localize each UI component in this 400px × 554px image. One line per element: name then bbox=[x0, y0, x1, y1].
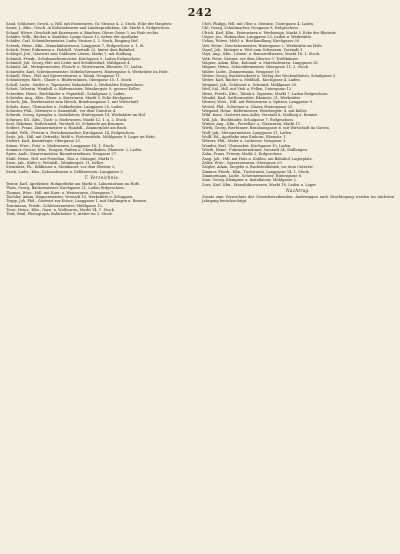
directory-entry: Weber, Georg, Buchdruckerei u. Verlag des Wochenblattes, Schulgasse 5. bbox=[202, 74, 337, 79]
directory-entry: Schwarz, Ed., Kfm., Tuch- u. Modewaren, Markt 12, 1. u. 2. Stock. bbox=[6, 117, 128, 122]
directory-entry: Schröder, Aug., Kfm., Eisen- u. Kurzwaren, Markt 5, Ecke Kirchgasse. bbox=[6, 95, 134, 100]
directory-entry: Scholl, Ludw., Sattler u. Tapezierer, Bahnhofstr. 3, Werkstätte Erdgeschoss. bbox=[6, 82, 145, 87]
directory-entry: Schlegel, Joh., Gastwirt zum Goldenen Löwen, Markt 1, mit Stallung. bbox=[6, 52, 133, 57]
left-column bbox=[6, 22, 198, 548]
directory-entry: Veit, Heinr., Drechslermeister, Hintergasse 2, Werkstätte im Hofe. bbox=[202, 43, 323, 48]
directory-entry: Schmidt, Joh. Georg, Hdl. mit Leder und Schuhbedarf, Mühlgasse 4. bbox=[6, 61, 131, 66]
directory-entry: Schäfer, Wilh., Bäcker u. Konditor, Lange Gasse 12, neben der Apotheke. bbox=[6, 35, 140, 40]
right-entries-b bbox=[202, 195, 394, 204]
left-entries-b bbox=[6, 182, 198, 217]
directory-entry: Sand, Schlosser, Gesch. u. Hdl. mit Eisenwaren, Gr. Strasse 4, 2. Stock, Ecke der Hauptstr. bbox=[6, 22, 173, 26]
directory-entry: Weigand, Jak., Schlosser u. Schmied, Mühlgasse 20. bbox=[202, 82, 298, 87]
directory-entry: Sommer, Gustav, Kfm., Drogen, Farben u. Chemikalien, Rheinstr. 2, Laden. bbox=[6, 147, 143, 152]
right-section-heading: Nachtrag. bbox=[285, 188, 311, 194]
directory-entry: Wunder, Karl, Uhrmacher, Kirchgasse 10, Laden. bbox=[202, 143, 292, 148]
directory-entry: Urban, Witwe, Mehl- u. Brothandlung, Kirchgasse 30. bbox=[202, 39, 301, 44]
directory-entry: Schenk, Heinr., Kfm., Manufakturwaren, Langgasse 7, Erdgeschoss u. 1. St. bbox=[6, 43, 145, 48]
directory-entry: Seibert, Franz, Zimmermeister u. Holzhdl., Zimmerplatz am Bach. bbox=[6, 126, 128, 131]
directory-entry: Schick, Peter, Fuhrmann u. Holzhdl., Vorstadt 22, hinter dem Bahnhof. bbox=[6, 48, 136, 53]
directory-entry: Zorn, Karl, Kfm., Manufakturwaren, Markt 18, Laden u. Lager. bbox=[202, 182, 317, 187]
directory-entry: Schuch, Jak., Bierbrauerei zum Hirsch, Brauhausgasse 1, mit Wirtschaft. bbox=[6, 100, 140, 105]
directory-entry: Sauer, J., Kfm., Gesch. in Kolonialwaren und Landesprodukten, Ob. Markt 8, Erdgeschoss. bbox=[6, 26, 171, 31]
directory-entry: Weil, Sal., Hdl. mit Vieh u. Fellen, Untergasse 12. bbox=[202, 87, 293, 92]
directory-entry: Steinmetz, Ph., Bildhauer u. Steinhauer, vor dem Obertor 2. bbox=[6, 165, 116, 170]
directory-entry: Seel, Nikolaus, Hufschmied, Vorstadt 30, Schmiede am Brunnen. bbox=[6, 121, 125, 126]
directory-entry: Schreiber, Heinr., Buchbinder u. Papierhdl., Schulgasse 2, Laden. bbox=[6, 91, 126, 96]
directory-entry: Wetzel, Phil., Schreiner u. Glaser, Hintergasse 25. bbox=[202, 104, 294, 109]
directory-entry: Würth, Heinr., Fuhrunternehmer, Vorstadt 34, Stallungen. bbox=[202, 147, 308, 152]
directory-entry: Schäfer, Carl, Schneidermeister, Ludw. Strasse 5, 2. Stock, Eingang Hof. bbox=[6, 39, 139, 44]
directory-entry: Schuster, Phil., Gärtnerei u. Samenhdl., vor dem Untertor 4. bbox=[6, 108, 117, 113]
directory-entry: Uhl, Georg, Schuhmacher, Neugasse 8, Erdgeschoss. bbox=[202, 26, 300, 31]
directory-entry: Textor, Karl, Apotheker, Hofapotheke am Markt 6, Laboratorium im Hofe. bbox=[6, 182, 141, 187]
directory-entry: Thomas, Wwe., Hdl. mit Kurz- u. Weisswaren, Obergasse 7. bbox=[6, 190, 115, 195]
directory-entry: Ziegler, Adam, Ziegelei u. Backsteinfabrik, vor dem Untertor. bbox=[202, 165, 314, 170]
directory-entry: Schulz, Konr., Uhrmacher u. Goldarbeiter, Langgasse 20, Laden. bbox=[6, 104, 124, 109]
directory-entry: Zinn, Georg, Klempner u. Installateur, Mühlgasse 2. bbox=[202, 178, 297, 183]
directory-entry: Winter, Aug., Kfm., Porzellan- u. Glaswaren, Markt 11. bbox=[202, 121, 302, 126]
directory-entry: Unger, Jos., Hutmacher, Langgasse 25, Laden u. Werkstätte. bbox=[202, 35, 313, 40]
directory-entry: Volk, Peter, Gärtner, vor dem Obertor 9, Treibhäuser. bbox=[202, 56, 299, 61]
page-number: 242 bbox=[187, 6, 213, 19]
right-column bbox=[202, 22, 394, 548]
directory-entry: Stahl, Heinr., Hdl. mit Porzellan, Glas u. Steingut, Markt 9. bbox=[6, 156, 114, 161]
directory-entry: Schnell, Wwe., Hdl. mit Spezereiwaren u. Tabak, Neugasse 11. bbox=[6, 74, 122, 79]
left-entries-a bbox=[6, 22, 198, 174]
directory-entry: Wolff, Ed., Apotheke zum Einhorn, Rheinstr. 1. bbox=[202, 134, 287, 139]
columns bbox=[6, 22, 394, 548]
directory-entry: Schneider, Karl, Schreinermeister, Möbelschreinerei, Hintergasse 6, Werkstätte im Hofe. bbox=[6, 69, 169, 74]
directory-entry: Walter, Ludw., Zimmermann, Neugasse 19. bbox=[202, 69, 281, 74]
directory-entry: Wendel, Karl, Sattlermeister, Rheinstr. 21, Werkstätte. bbox=[202, 95, 302, 100]
directory-entry: Zahn, Franz, Friseur, Markt 2, Erdgeschoss. bbox=[202, 152, 283, 157]
directory-entry: Trautmann, Friedr., Schlossermeister, Mühlgasse 13. bbox=[6, 203, 103, 208]
directory-entry: Vogel, Joh., Metzger u. Wirt zum Schwanen, Vorstadt 1. bbox=[202, 48, 304, 53]
directory-entry: Will, Joh., Buchbinder, Schulgasse 7, Erdgeschoss. bbox=[202, 117, 295, 122]
directory-entry: Weiss, Friedr., Kfm., Tabak u. Zigarren, Markt 7, Laden Erdgeschoss. bbox=[202, 91, 329, 96]
directory-entry: Wolf, Jak., Metzgermeister, Langgasse 31, Laden. bbox=[202, 130, 293, 135]
directory-entry: Ulrich, Karl, Kfm., Eisenwaren u. Werkzeuge, Markt 3, Ecke der Rheinstr. bbox=[202, 30, 337, 35]
directory-entry: Wild, Konr., Gastwirt zum Adler, Vorstadt 8, Stallung u. Remise. bbox=[202, 113, 319, 118]
directory-entry: Zusatz zum Verzeichnis der Gewerbetreibenden: Änderungen nach Drucklegung werden im nächsten Jahrgang berücksichtigt. bbox=[202, 195, 394, 204]
directory-entry: Wiegand, Heinr., Küfermeister, Weinbergstr. 4, mit Keller. bbox=[202, 108, 308, 113]
directory-entry: Simon, Wwe., Putz- u. Modewaren, Langgasse 16, 1. Stock. bbox=[6, 143, 115, 148]
directory-entry: Schönberger, Mich., Glaser u. Bilderrahmen, Obergasse 15, 1. Stock. bbox=[6, 78, 133, 83]
directory-entry: Stein, Jak., Küfer u. Weinhdl., Weinbergstr. 11, Keller. bbox=[6, 161, 104, 165]
directory-entry: Theis, Georg, Bäckermeister, Kirchgasse 21, Laden Erdgeschoss. bbox=[6, 186, 125, 191]
directory-entry: Schmitt, Ad., Metzgermeister, Fleisch- u. Wurstwaren, Rheinstr. 17, Laden. bbox=[6, 65, 144, 70]
directory-entry: Vogt, Aug., Kfm., Leinen- u. Baumwollwaren, Markt 16, 1. Stock. bbox=[202, 52, 321, 57]
directory-entry: Siebert, Karl, Kaminfeger, Obergasse 23. bbox=[6, 139, 81, 144]
directory-entry: Seitz, Joh., Hdl. mit Getreide, Mehl u. Futtermitteln, Mühlgasse 9, Lager im Hofe. bbox=[6, 134, 156, 139]
directory-entry: Zeller, Wwe., Spezereiwaren, Obergasse 29. bbox=[202, 161, 283, 165]
directory-entry: Trost, Heinr., Kfm., Garn- u. Wollwaren, Markt 14, 1. Stock. bbox=[6, 208, 115, 213]
directory-entry: Wörner, Phil., Maler u. Lackierer, Neugasse 3. bbox=[202, 139, 287, 144]
directory-entry: Weber, Karl, Bäcker u. Mehlhdl., Kirchgasse 4, Laden. bbox=[202, 78, 301, 83]
directory-entry: Seidel, Wilh., Friseur u. Perückenmacher, Kirchgasse 14, Erdgeschoss. bbox=[6, 130, 136, 135]
directory-entry: Schmidt, Friedr., Schuhmachermeister, Kirchgasse 9, Laden Erdgeschoss. bbox=[6, 56, 142, 61]
directory-entry: Stork, Ludw., Kfm., Kolonialwaren u. Delikatessen, Langgasse 3. bbox=[6, 169, 124, 174]
right-entries-a bbox=[202, 22, 394, 187]
directory-entry: Zimmer, Friedr., Kfm., Tuchwaren, Langgasse 14, 1. Stock. bbox=[202, 169, 310, 174]
directory-entry: Wagner, Heinr., Schneidermeister, Obergasse 11, 2. Stock. bbox=[202, 65, 309, 70]
directory-entry: Türk, Emil, Photograph, Bahnhofstr. 9, Atelier im 3. Stock. bbox=[6, 212, 113, 217]
left-section-heading: T. Verzeichnis. bbox=[84, 175, 120, 181]
directory-entry: Wagner, Adam, Kfm., Kolonial- u. Materialwaren, Langgasse 28. bbox=[202, 61, 319, 66]
directory-entry: Schaaf, Witwe, Geschäft mit Kurzwaren u. Bändern, Obere Gasse 3, im Hofe rechts. bbox=[6, 30, 160, 35]
directory-entry: Ubel, Philipp, Hdl. mit Obst u. Gemüse, Untergasse 4, Laden. bbox=[202, 22, 315, 26]
directory-entry: Tischler, Adam, Wagnermeister, Vorstadt 15, Werkstätte u. Schuppen. bbox=[6, 195, 134, 200]
directory-entry: Zimmermann, Ludw., Schreinermeister, Hintergasse 8. bbox=[202, 174, 303, 179]
directory-entry: Zang, Joh., Hdl. mit Holz u. Kohlen, am Bahnhof, Lagerplatz. bbox=[202, 156, 313, 161]
directory-entry: Schott, Valentin, Weinhdl. u. Küfermeister, Weinbergstr. 8, grosser Keller. bbox=[6, 87, 141, 92]
directory-entry: Schwab, Georg, Spengler u. Installateur, Hintergasse 18, Werkstätte im Hof. bbox=[6, 113, 146, 118]
directory-entry: Wirth, Georg, Bierbrauer, Brauhausgasse 6, mit Wirtschaft im Garten. bbox=[202, 126, 331, 131]
directory-entry: Spies, Andr., Maurermeister, Bauunternehmer, Neugasse 27. bbox=[6, 152, 118, 157]
directory-entry: Werner, Wwe., Hdl. mit Weisswaren u. Spitzen, Langgasse 9. bbox=[202, 100, 314, 105]
directory-entry: Trapp, Joh. Phil., Gastwirt zur Krone, Langgasse 1, mit Stallungen u. Remise. bbox=[6, 199, 148, 204]
